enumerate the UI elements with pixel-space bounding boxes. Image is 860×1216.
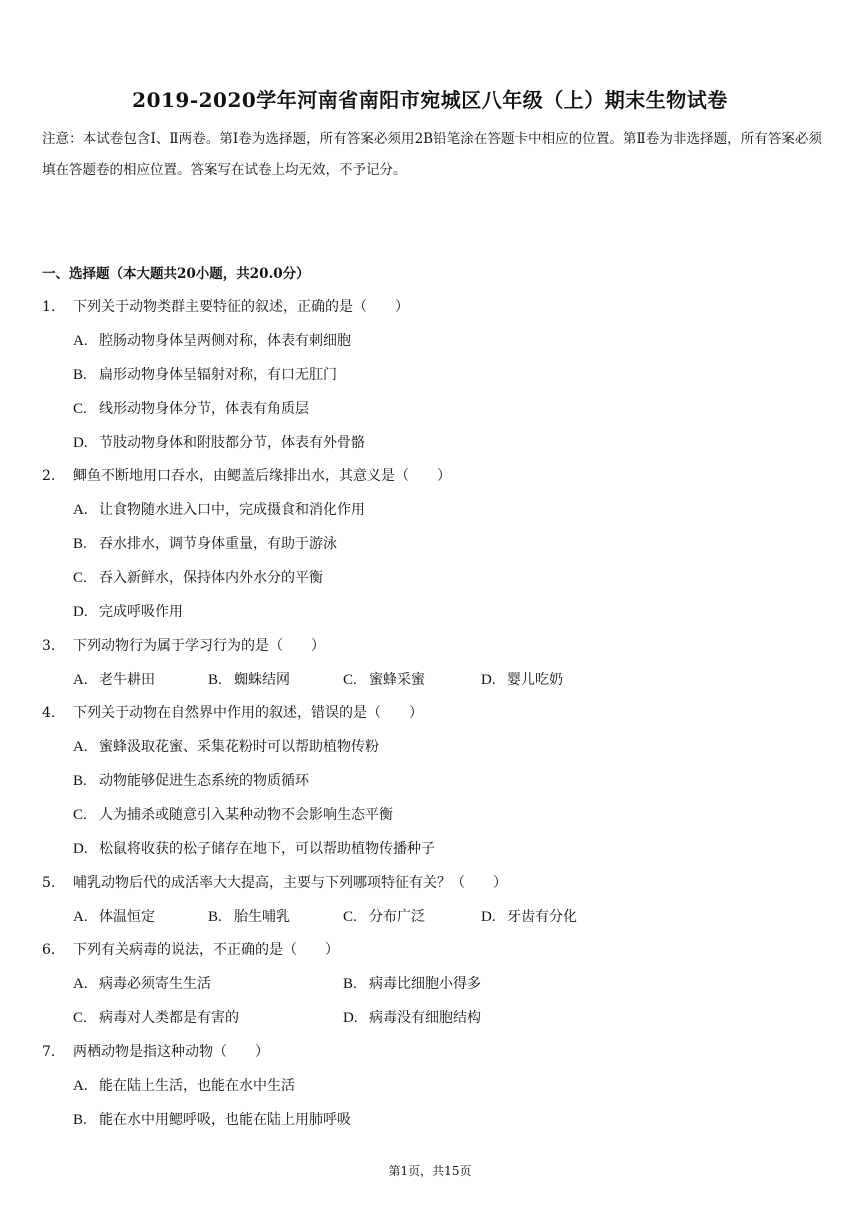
option-text: 病毒对人类都是有害的: [99, 1010, 239, 1026]
option-text: 牙齿有分化: [507, 909, 577, 925]
option-letter: D.: [73, 841, 88, 857]
question-number: 3.: [42, 638, 56, 654]
option-text: 完成呼吸作用: [99, 604, 183, 620]
question-number: 6.: [42, 942, 56, 958]
option: [73, 432, 365, 452]
question-number: 2.: [42, 468, 56, 484]
option-text: 能在水中用鳃呼吸，也能在陆上用肺呼吸: [99, 1112, 351, 1128]
option: [73, 973, 211, 993]
option-letter: B.: [208, 909, 222, 925]
option-letter: C.: [73, 1010, 87, 1026]
option-text: 节肢动物身体和附肢都分节，体表有外骨骼: [99, 435, 365, 451]
option: [73, 601, 183, 621]
option-letter: A.: [73, 739, 88, 755]
option: [343, 906, 425, 926]
question-3: [42, 635, 325, 655]
option: [481, 906, 577, 926]
option: [208, 906, 290, 926]
question-4: [42, 702, 423, 722]
question-text: 下列关于动物类群主要特征的叙述，正确的是（ ）: [73, 299, 409, 315]
option: [73, 838, 435, 858]
option-letter: A.: [73, 333, 88, 349]
section-heading: 一、选择题（本大题共20小题，共20.0分）: [42, 266, 310, 282]
option-text: 体温恒定: [99, 909, 155, 925]
option-text: 蜜蜂采蜜: [369, 672, 425, 688]
option-text: 病毒必须寄生生活: [99, 976, 211, 992]
option-text: 松鼠将收获的松子储存在地下，可以帮助植物传播种子: [99, 841, 435, 857]
option-text: 病毒没有细胞结构: [369, 1010, 481, 1026]
option-text: 线形动物身体分节，体表有角质层: [99, 401, 309, 417]
option-text: 腔肠动物身体呈两侧对称，体表有刺细胞: [99, 333, 351, 349]
question-text: 哺乳动物后代的成活率大大提高，主要与下列哪项特征有关？（ ）: [73, 875, 507, 891]
option-text: 动物能够促进生态系统的物质循环: [99, 773, 309, 789]
option-letter: B.: [73, 773, 87, 789]
question-number: 1.: [42, 299, 56, 315]
option: [73, 567, 323, 587]
option: [73, 770, 309, 790]
option: [73, 736, 379, 756]
option-letter: D.: [343, 1010, 358, 1026]
option-letter: D.: [481, 909, 496, 925]
option: [73, 398, 309, 418]
question-text: 下列有关病毒的说法，不正确的是（ ）: [73, 942, 339, 958]
option-letter: B.: [208, 672, 222, 688]
option: [343, 1007, 481, 1027]
option-letter: C.: [343, 672, 357, 688]
question-text: 鲫鱼不断地用口吞水，由鳃盖后缘排出水，其意义是（ ）: [73, 468, 451, 484]
option-text: 婴儿吃奶: [507, 672, 563, 688]
option-letter: D.: [73, 604, 88, 620]
option: [73, 533, 337, 553]
option-letter: B.: [73, 367, 87, 383]
option-letter: C.: [73, 570, 87, 586]
option: [73, 499, 365, 519]
question-text: 下列动物行为属于学习行为的是（ ）: [73, 638, 325, 654]
option-text: 让食物随水进入口中，完成摄食和消化作用: [99, 502, 365, 518]
option-letter: B.: [73, 536, 87, 552]
option: [73, 330, 351, 350]
option: [73, 1109, 351, 1129]
option: [73, 1007, 239, 1027]
option-text: 老牛耕田: [99, 672, 155, 688]
option-letter: C.: [73, 401, 87, 417]
option: [343, 973, 481, 993]
option: [73, 906, 155, 926]
exam-notice: 注意：本试卷包含Ⅰ、Ⅱ两卷。第Ⅰ卷为选择题，所有答案必须用2B铅笔涂在答题卡中相应的位置。第Ⅱ卷为非选择题，所有答案必须填在答题卷的相应位置。答案写在试卷上均无效，不予记分。: [42, 131, 822, 178]
option-letter: A.: [73, 672, 88, 688]
question-number: 5.: [42, 875, 56, 891]
option-text: 吞水排水，调节身体重量，有助于游泳: [99, 536, 337, 552]
option-letter: B.: [73, 1112, 87, 1128]
option-text: 吞入新鲜水，保持体内外水分的平衡: [99, 570, 323, 586]
option: [481, 669, 563, 689]
option-letter: A.: [73, 502, 88, 518]
option-letter: A.: [73, 1078, 88, 1094]
page-footer: 第1页，共15页: [388, 1164, 472, 1178]
option: [73, 669, 155, 689]
option-text: 蜜蜂汲取花蜜、采集花粉时可以帮助植物传粉: [99, 739, 379, 755]
option-text: 分布广泛: [369, 909, 425, 925]
option: [73, 804, 393, 824]
question-1: [42, 296, 409, 316]
option-letter: D.: [481, 672, 496, 688]
option-letter: C.: [73, 807, 87, 823]
option-text: 病毒比细胞小得多: [369, 976, 481, 992]
option: [343, 669, 425, 689]
question-text: 两栖动物是指这种动物（ ）: [73, 1044, 269, 1060]
option-text: 胎生哺乳: [234, 909, 290, 925]
question-number: 4.: [42, 705, 56, 721]
option: [208, 669, 290, 689]
question-5: [42, 872, 507, 892]
option-letter: A.: [73, 909, 88, 925]
option-letter: B.: [343, 976, 357, 992]
question-7: [42, 1041, 269, 1061]
option-letter: A.: [73, 976, 88, 992]
option-text: 能在陆上生活，也能在水中生活: [99, 1078, 295, 1094]
option-letter: C.: [343, 909, 357, 925]
option: [73, 1075, 295, 1095]
question-text: 下列关于动物在自然界中作用的叙述，错误的是（ ）: [73, 705, 423, 721]
question-number: 7.: [42, 1044, 56, 1060]
option-letter: D.: [73, 435, 88, 451]
option-text: 扁形动物身体呈辐射对称，有口无肛门: [99, 367, 337, 383]
page-title: 2019-2020学年河南省南阳市宛城区八年级（上）期末生物试卷: [132, 88, 728, 112]
question-2: [42, 465, 451, 485]
option: [73, 364, 337, 384]
option-text: 人为捕杀或随意引入某种动物不会影响生态平衡: [99, 807, 393, 823]
option-text: 蜘蛛结网: [234, 672, 290, 688]
question-6: [42, 939, 339, 959]
